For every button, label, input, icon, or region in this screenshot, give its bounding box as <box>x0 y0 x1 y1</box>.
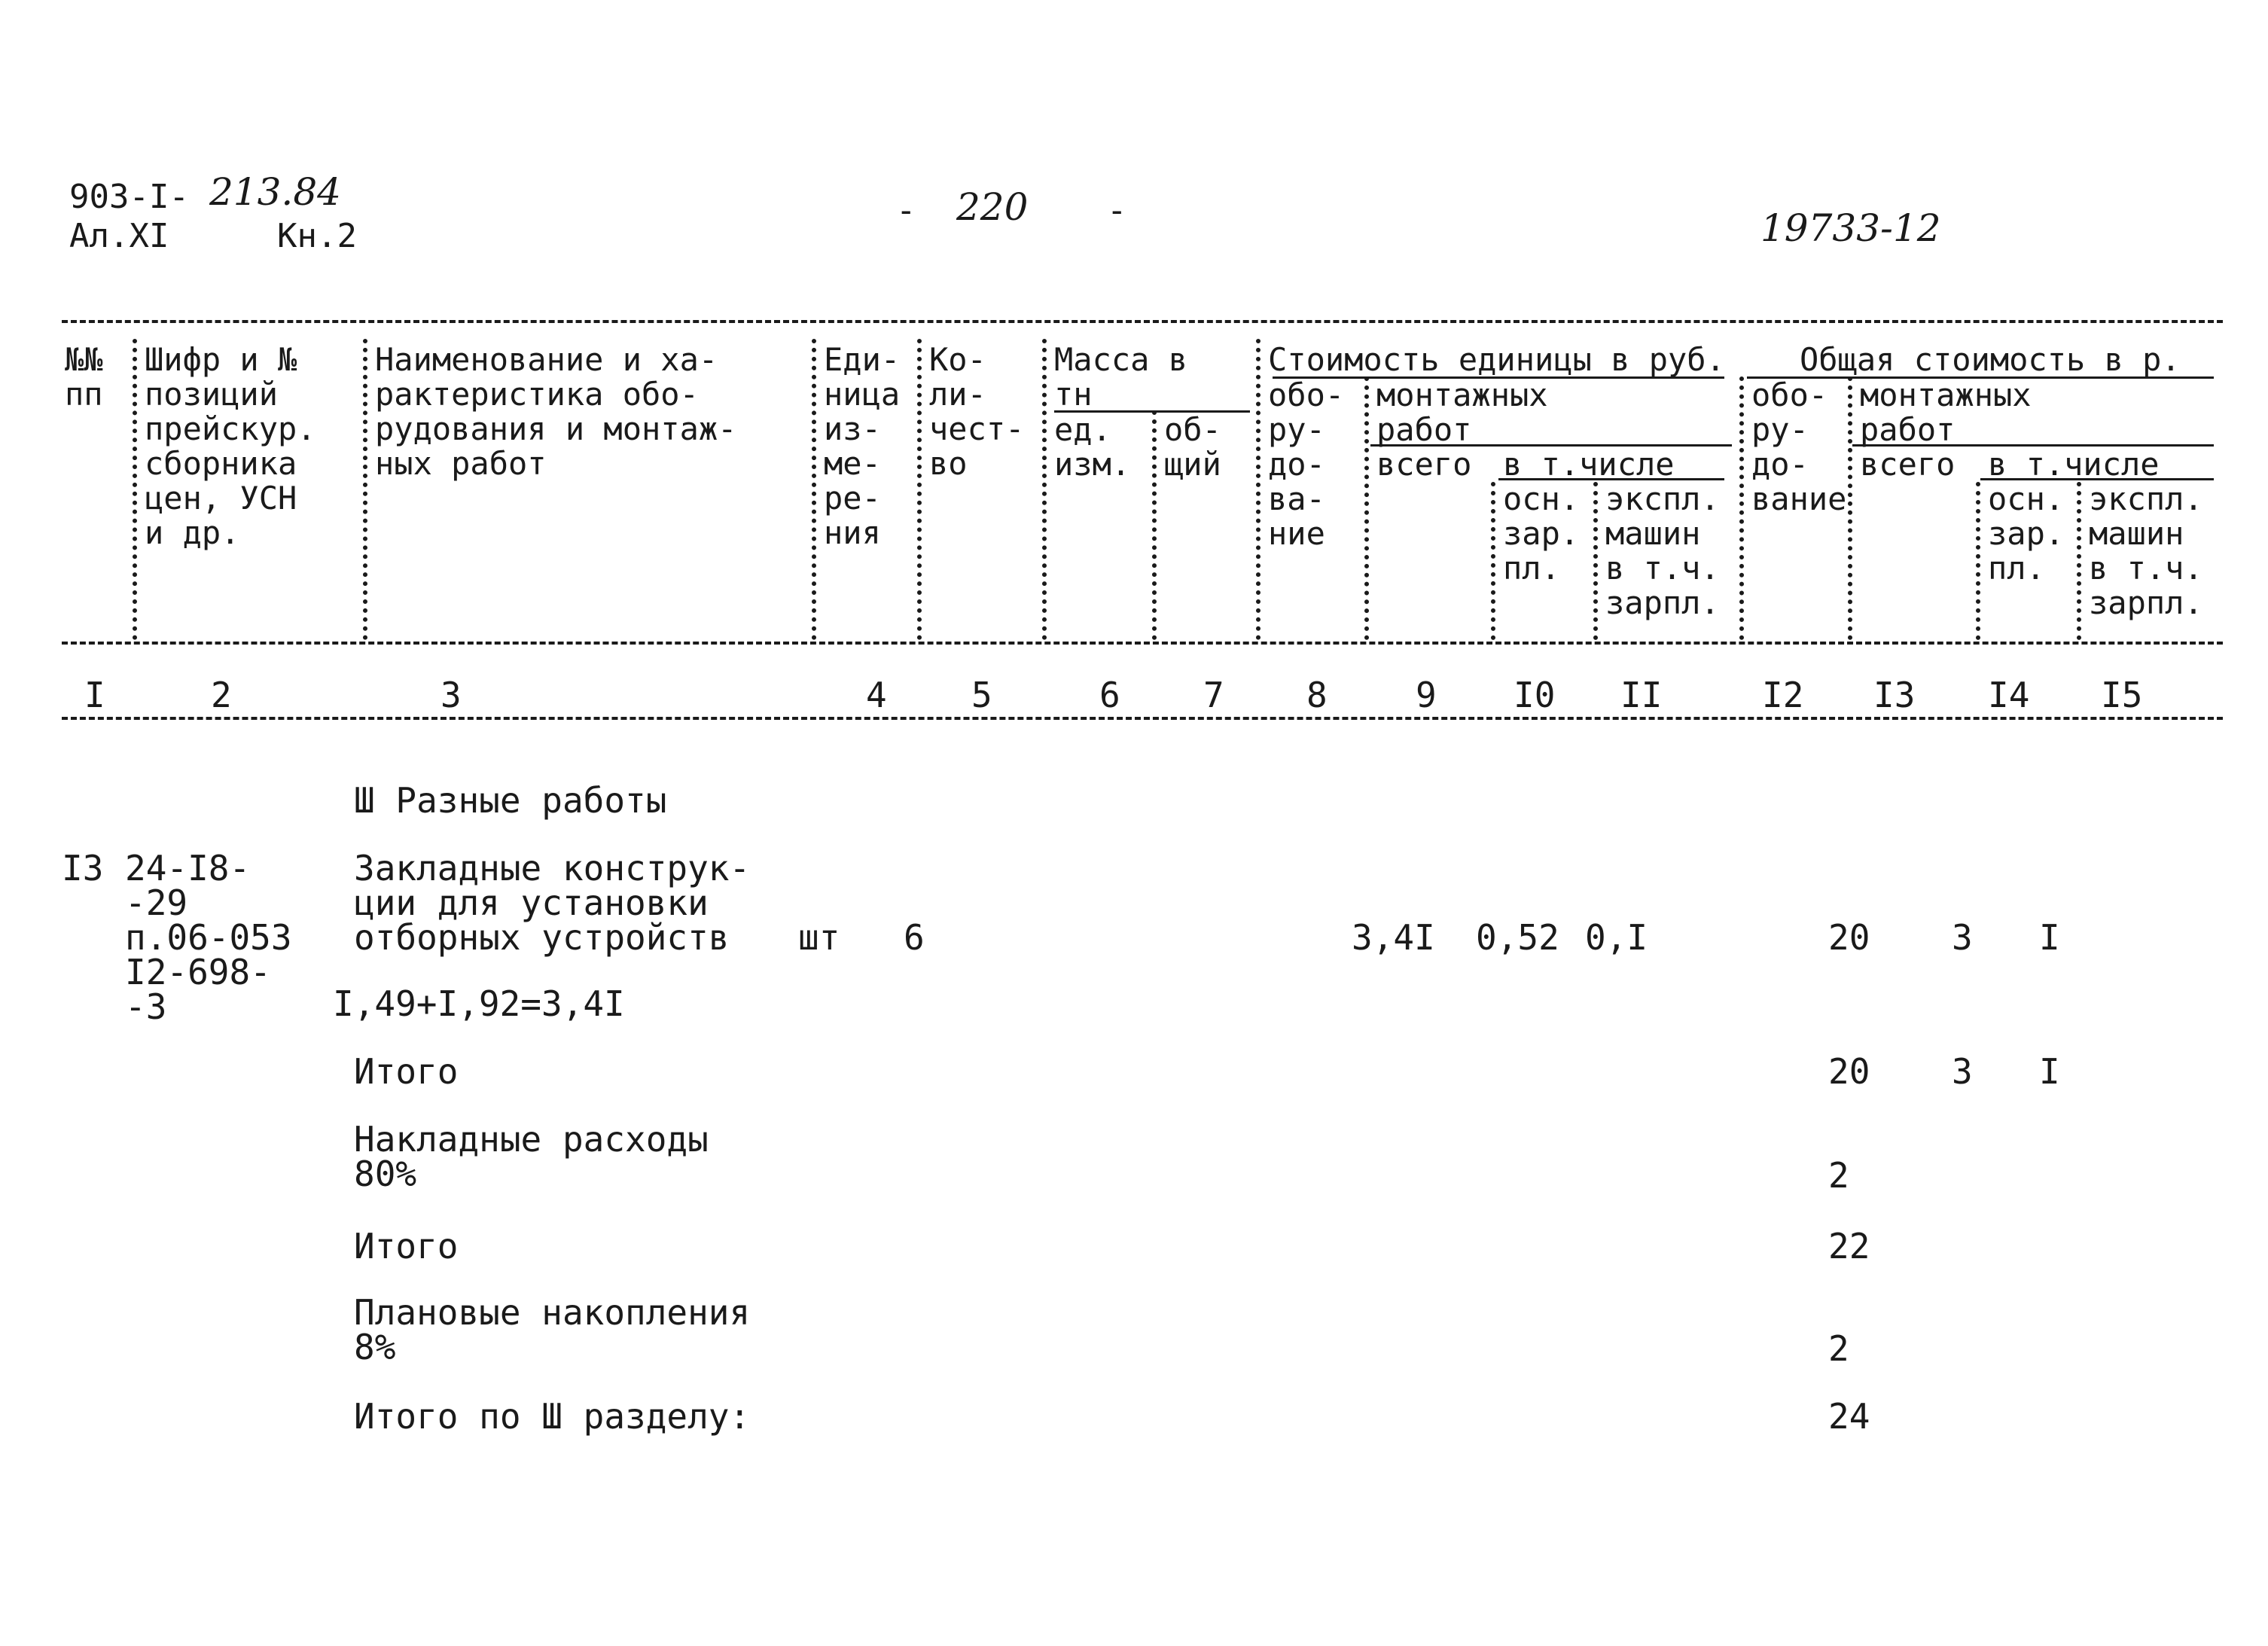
column-number: 9 <box>1416 675 1437 715</box>
column-number: I5 <box>2101 675 2143 715</box>
page-dash-right: - <box>1107 191 1127 230</box>
item-name: Закладные конструк- ции для установки отборных устройств <box>354 848 751 958</box>
header-unit-equipment: обо- ру- до- ва- ние <box>1268 376 1345 552</box>
header-unit-cost-group: Стоимость единицы в руб. <box>1268 341 1725 378</box>
table-top-rule <box>62 320 2223 323</box>
item-unit-cost-wage: 0,52 <box>1476 917 1559 958</box>
table-header-bottom-rule <box>62 642 2223 645</box>
header-total-cost-group: Общая стоимость в р. <box>1800 341 2181 378</box>
column-number: 5 <box>971 675 992 715</box>
column-numbers-rule <box>62 717 2223 720</box>
subtotal-machine: I <box>2039 1051 2060 1092</box>
col-separator <box>1256 339 1261 640</box>
item-unit-cost-total: 3,4I <box>1352 917 1435 958</box>
planned-profit-value: 2 <box>1828 1328 1849 1369</box>
item-unit-cost-machine: 0,I <box>1585 917 1648 958</box>
subtotal-wage: 3 <box>1952 1051 1973 1092</box>
section-title: Ш Разные работы <box>354 780 667 821</box>
inventory-number: 19733-12 <box>1760 206 1941 250</box>
item-total-wage: 3 <box>1952 917 1973 958</box>
col-separator <box>1152 410 1157 640</box>
column-number: I3 <box>1873 675 1916 715</box>
header-total-machine: экспл. машин в т.ч. зарпл. <box>2089 480 2203 621</box>
planned-profit-label: Плановые накопления 8% <box>354 1292 751 1367</box>
header-total-equipment: обо- ру- до- вание <box>1751 376 1847 517</box>
item-total-cost: 20 <box>1828 917 1870 958</box>
col-separator <box>363 339 367 640</box>
col-separator <box>2077 482 2081 640</box>
item-unit: шт <box>798 917 840 958</box>
column-number: I0 <box>1514 675 1556 715</box>
col-separator <box>1042 339 1047 640</box>
document-code: 903-I- <box>69 178 189 216</box>
header-unit-incl: в т.числе <box>1503 446 1675 483</box>
col-separator <box>1848 376 1852 640</box>
item-row-number: I3 <box>62 848 104 889</box>
header-unit-wage: осн. зар. пл. <box>1503 480 1580 587</box>
col-separator <box>1364 376 1369 640</box>
item-code: 24-I8- -29 п.06-053 I2-698- -3 <box>125 848 292 1027</box>
subtotal-2-value: 22 <box>1828 1226 1870 1267</box>
album-label: Ал.XI <box>69 217 169 255</box>
header-row-number: №№ пп <box>65 341 103 413</box>
column-number: 4 <box>866 675 887 715</box>
header-quantity: Ко- ли- чест- во <box>929 341 1025 482</box>
subtotal-2-label: Итого <box>354 1226 459 1267</box>
col-separator <box>812 339 816 640</box>
header-unit-mont-all: всего <box>1376 446 1472 483</box>
column-number: 2 <box>211 675 232 715</box>
header-mass-unit: ед. изм. <box>1054 411 1131 483</box>
section-total-value: 24 <box>1828 1396 1870 1437</box>
header-total-incl: в т.числе <box>1988 446 2160 483</box>
calculation-note: I,49+I,92=3,4I <box>333 983 625 1024</box>
overhead-label: Накладные расходы 80% <box>354 1119 709 1194</box>
item-quantity: 6 <box>904 917 925 958</box>
overhead-value: 2 <box>1828 1155 1849 1196</box>
col-separator <box>1593 482 1598 640</box>
header-mass-total: об- щий <box>1164 411 1221 483</box>
header-total-mont-all: всего <box>1860 446 1956 483</box>
column-number: I2 <box>1762 675 1804 715</box>
column-number: II <box>1620 675 1663 715</box>
book-label: Кн.2 <box>277 217 357 255</box>
col-separator <box>1976 482 1980 640</box>
column-number: I <box>84 675 105 715</box>
header-name: Наименование и ха- рактеристика обо- рудования и монтаж- ных работ <box>375 341 737 482</box>
col-separator <box>1491 482 1495 640</box>
header-total-mont-group: монтажных работ <box>1860 376 2032 448</box>
page-dash-left: - <box>896 191 916 230</box>
column-number: 3 <box>440 675 462 715</box>
item-total-machine: I <box>2039 917 2060 958</box>
column-number: 8 <box>1306 675 1328 715</box>
col-separator <box>133 339 137 640</box>
section-total-label: Итого по Ш разделу: <box>354 1396 751 1437</box>
header-code: Шифр и № позиций прейскур. сборника цен, УСН и др. <box>145 341 316 551</box>
col-separator <box>1739 376 1744 640</box>
subtotal-label: Итого <box>354 1051 459 1092</box>
header-mass-group: Масса в тн <box>1054 341 1188 413</box>
column-number: I4 <box>1988 675 2030 715</box>
column-number: 7 <box>1203 675 1224 715</box>
column-number: 6 <box>1099 675 1120 715</box>
header-unit: Еди- ница из- ме- ре- ния <box>824 341 901 551</box>
header-total-wage: осн. зар. пл. <box>1988 480 2065 587</box>
col-separator <box>917 339 922 640</box>
subtotal-total: 20 <box>1828 1051 1870 1092</box>
header-unit-mont-group: монтажных работ <box>1376 376 1548 448</box>
document-code-handwritten: 213.84 <box>209 170 341 214</box>
header-unit-machine: экспл. машин в т.ч. зарпл. <box>1605 480 1720 621</box>
page-number: 220 <box>956 185 1029 229</box>
